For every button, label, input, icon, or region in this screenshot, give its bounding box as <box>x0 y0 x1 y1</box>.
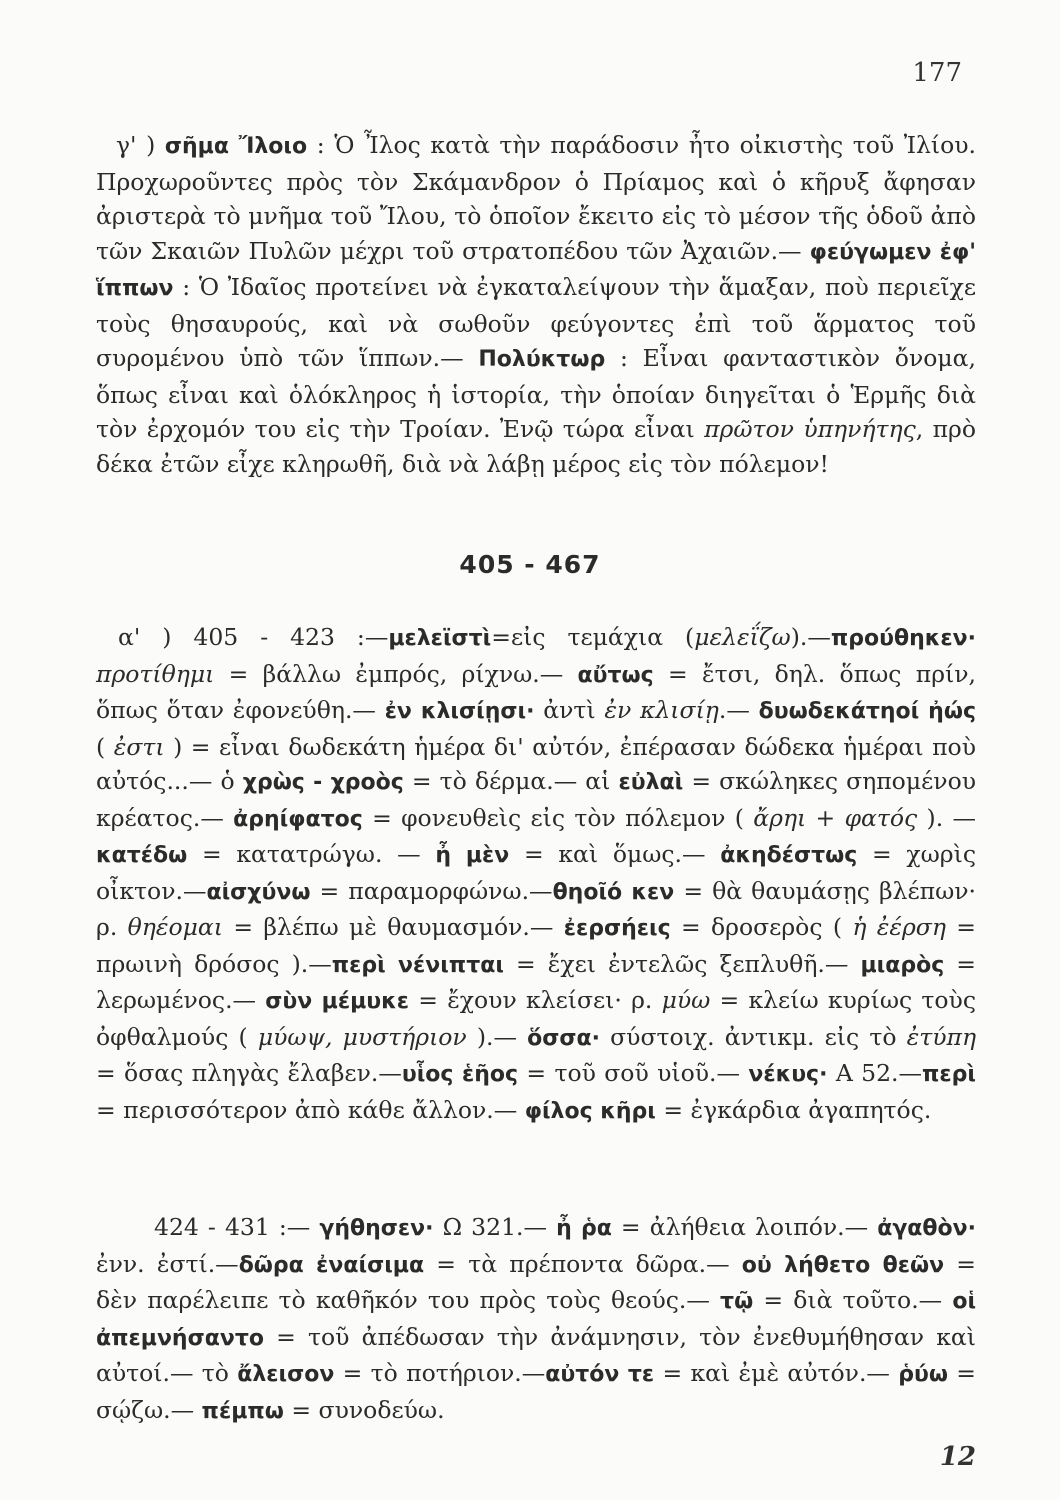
italic-term: μελεΐζω <box>694 623 791 651</box>
lemma-term: θηοῖό κεν <box>552 879 675 905</box>
lemma-term: δῶρα ἐναίσιμα <box>238 1252 425 1278</box>
lemma-term: ἀρηίφατος <box>233 806 363 832</box>
gloss-text: γ' ) <box>116 131 165 159</box>
lemma-term: εὐλαὶ <box>618 770 684 795</box>
gloss-text: ἀντὶ <box>534 696 605 724</box>
lemma-term: μιαρὸς <box>860 952 945 978</box>
lemma-term: κατέδω <box>96 843 188 868</box>
gloss-text: ). — <box>917 803 976 832</box>
gloss-text: = περισσότερον ἀπὸ κάθε ἄλλον.— <box>96 1095 525 1124</box>
commentary-paragraph-2 <box>96 620 976 1129</box>
page-number: 177 <box>912 58 962 88</box>
gloss-text: = τὸ δέρμα.— αἱ <box>403 767 619 795</box>
lemma-term: προύθηκεν· <box>830 626 976 651</box>
gloss-text: ).— <box>466 1022 528 1051</box>
gloss-text: = καὶ ἐμὲ αὐτόν.— <box>654 1359 899 1387</box>
gloss-text: = σκώληκες σηπομένου κρέατος.— <box>96 767 976 832</box>
gloss-text: = σῴζω.— <box>96 1359 976 1424</box>
gloss-text: = ἔτσι, δηλ. ὅπως πρίν, ὅπως ὅταν ἐφονεύθη.— <box>96 659 976 724</box>
gloss-text: ).— <box>790 623 831 651</box>
gloss-text: = τὸ ποτήριον.— <box>334 1359 546 1387</box>
gloss-text: = ὅσας πληγὰς ἔλαβεν.— <box>96 1059 402 1087</box>
lemma-term: χρὼς - χροὸς <box>242 770 404 795</box>
lemma-term: περὶ νένιπται <box>331 952 504 978</box>
lemma-term: φίλος κῆρι <box>524 1098 656 1124</box>
italic-term: ἐστι <box>113 732 165 761</box>
gloss-text: = καὶ ὅμως.— <box>509 840 721 868</box>
italic-term: προτίθημι <box>96 659 215 688</box>
gloss-text: = ἔχουν κλείσει· ρ. <box>409 986 662 1014</box>
gloss-text: = συνοδεύω. <box>283 1395 445 1424</box>
lemma-term: οὐ λήθετο θεῶν <box>741 1252 945 1278</box>
lemma-term: σὺν μέμυκε <box>265 989 410 1014</box>
lemma-term: ὅσσα· <box>527 1025 600 1051</box>
italic-term: ἐν κλισίῃ <box>604 696 719 724</box>
gloss-text: = τοῦ σοῦ υἱοῦ.— <box>518 1059 749 1087</box>
lemma-term: φεύγωμεν ἐφ' ἵππων <box>96 239 976 301</box>
lemma-term: ἐερσήεις <box>563 916 671 941</box>
lemma-term: ἀκηδέστως <box>720 843 858 868</box>
gloss-text: = παραμορφώνω.— <box>310 876 553 905</box>
lemma-term: οἱ ἀπεμνήσαντο <box>96 1289 977 1351</box>
section-heading: 405 - 467 <box>459 550 601 579</box>
gloss-text: ) = εἶναι δωδεκάτη ἡμέρα δι' αὐτόν, ἐπέρασαν δώδεκα ἡμέραι ποὺ αὐτός...— ὁ <box>96 732 976 795</box>
gloss-text: : Εἶναι φανταστικὸν ὄνομα, ὅπως εἶναι καὶ ὁλόκληρος ἡ ἱστορία, τὴν ὁποίαν διηγεῖται ὁ Ἑρμῆς διὰ τὸν ἐρχομόν του εἰς τὴν Τροίαν. Ἐνῷ τώρα εἶναι <box>96 344 976 443</box>
italic-term: ἡ ἐέρση <box>852 913 946 941</box>
gloss-text: = βλέπω μὲ θαυμασμόν.— <box>222 913 564 941</box>
lemma-term: περὶ <box>922 1062 976 1087</box>
gloss-text: = θὰ θαυμάσῃς βλέπων· ρ. <box>96 876 976 941</box>
lemma-term: μελεϊστὶ <box>388 626 492 651</box>
italic-term: θηέομαι <box>127 913 223 941</box>
gloss-text: = κατατρώγω. — <box>187 840 436 868</box>
gloss-text: = ἀλήθεια λοιπόν.— <box>611 1213 878 1241</box>
lemma-term: Πολύκτωρ <box>478 347 606 372</box>
gloss-text: = τοῦ ἀπέδωσαν τὴν ἀνάμνησιν, τὸν ἐνεθυμήθησαν καὶ αὐτοί.— τὸ <box>96 1322 976 1387</box>
lemma-term: αὐτόν τε <box>545 1362 655 1387</box>
gloss-text: = χωρὶς οἶκτον.— <box>96 840 976 905</box>
gloss-text: : Ὁ Ἰδαῖος προτείνει νὰ ἐγκαταλείψουν τὴν ἅμαξαν, ποὺ περιεῖχε τοὺς θησαυρούς, καὶ νὰ σωθοῦν φεύγοντες ἐπὶ τοῦ ἅρματος τοῦ συρομένου ὑπὸ τῶν ἵππων.— <box>96 273 976 372</box>
lemma-term: νέκυς· <box>748 1062 828 1087</box>
gloss-text: = ἔχει ἐντελῶς ξεπλυθῆ.— <box>503 949 861 978</box>
gloss-text: Ω 321.— <box>433 1213 557 1241</box>
italic-term: πρῶτον ὑπηνήτης <box>704 415 916 443</box>
lemma-term: ἐν κλισίῃσι· <box>384 699 535 724</box>
italic-term: μύωψ, μυστήριον <box>257 1022 467 1051</box>
lemma-term: δυωδεκάτηοί ἠώς <box>758 699 976 724</box>
lemma-term: ἄλεισον <box>237 1362 335 1387</box>
gloss-text: = κλείω κυρίως τοὺς ὀφθαλμούς ( <box>96 986 976 1051</box>
gloss-text: ( <box>96 732 114 761</box>
gloss-text: = πρωινὴ δρόσος ).— <box>96 913 976 978</box>
lemma-term: ἀγαθὸν· <box>877 1216 976 1241</box>
gloss-text: α' ) 405 - 423 :— <box>118 623 389 651</box>
gloss-text: σύστοιχ. ἀντικμ. εἰς τὸ <box>600 1022 907 1051</box>
italic-term: ἐτύπη <box>906 1022 977 1051</box>
lemma-term: τῷ <box>720 1289 754 1314</box>
italic-term: ἄρηι + φατός <box>753 803 918 832</box>
lemma-term: σῆμα Ἴλοιο <box>164 134 308 159</box>
lemma-term: πέμπω <box>201 1398 284 1424</box>
gloss-text: = δροσερὸς ( <box>670 913 853 941</box>
italic-term: μύω <box>661 986 711 1014</box>
commentary-paragraph-1 <box>96 128 976 481</box>
gloss-text: ἐνν. ἐστί.— <box>96 1249 239 1278</box>
lemma-term: αὔτως <box>577 662 654 688</box>
lemma-term: ἦ μὲν <box>435 843 510 868</box>
commentary-paragraph-3 <box>96 1210 976 1429</box>
gloss-text: = τὰ πρέποντα δῶρα.— <box>424 1249 742 1278</box>
gloss-text: = βάλλω ἐμπρός, ρίχνω.— <box>214 659 578 688</box>
gloss-text: : Ὁ Ἶλος κατὰ τὴν παράδοσιν ἦτο οἰκιστὴς τοῦ Ἰλίου. Προχωροῦντες πρὸς τὸν Σκάμανδρον ὁ Πρίαμος καὶ ὁ κῆρυξ ἄφησαν ἀριστερὰ τὸ μνῆμα τοῦ Ἴλου, τὸ ὁποῖον ἔκειτο εἰς τὸ μέσον τῆς ὁδοῦ ἀπὸ τῶν Σκαιῶν Πυλῶν μέχρι τοῦ στρατοπέδου τῶν Ἀχαιῶν.— <box>96 131 976 265</box>
lemma-term: υἷος ἑῆος <box>401 1062 519 1087</box>
gloss-text: = δὲν παρέλειπε τὸ καθῆκόν του πρὸς τοὺς θεούς.— <box>96 1249 976 1314</box>
lemma-term: ῥύω <box>898 1362 948 1387</box>
signature-mark: 12 <box>939 1442 976 1472</box>
gloss-text: 424 - 431 :— <box>154 1213 320 1241</box>
gloss-text: =εἰς τεμάχια ( <box>491 623 695 651</box>
gloss-text: = λερωμένος.— <box>96 949 976 1014</box>
gloss-text: .— <box>718 696 759 724</box>
gloss-text: = φονευθεὶς εἰς τὸν πόλεμον ( <box>362 803 754 832</box>
gloss-text: = διὰ τοῦτο.— <box>753 1286 953 1314</box>
gloss-text: , πρὸ δέκα ἐτῶν εἶχε κληρωθῆ, διὰ νὰ λάβῃ μέρος εἰς τὸν πόλεμον! <box>96 415 976 478</box>
lemma-term: αἰσχύνω <box>206 879 311 905</box>
lemma-term: γήθησεν· <box>319 1216 434 1241</box>
lemma-term: ἦ ῥα <box>556 1216 612 1241</box>
gloss-text: = ἐγκάρδια ἀγαπητός. <box>655 1095 932 1124</box>
gloss-text: Α 52.— <box>827 1059 923 1087</box>
